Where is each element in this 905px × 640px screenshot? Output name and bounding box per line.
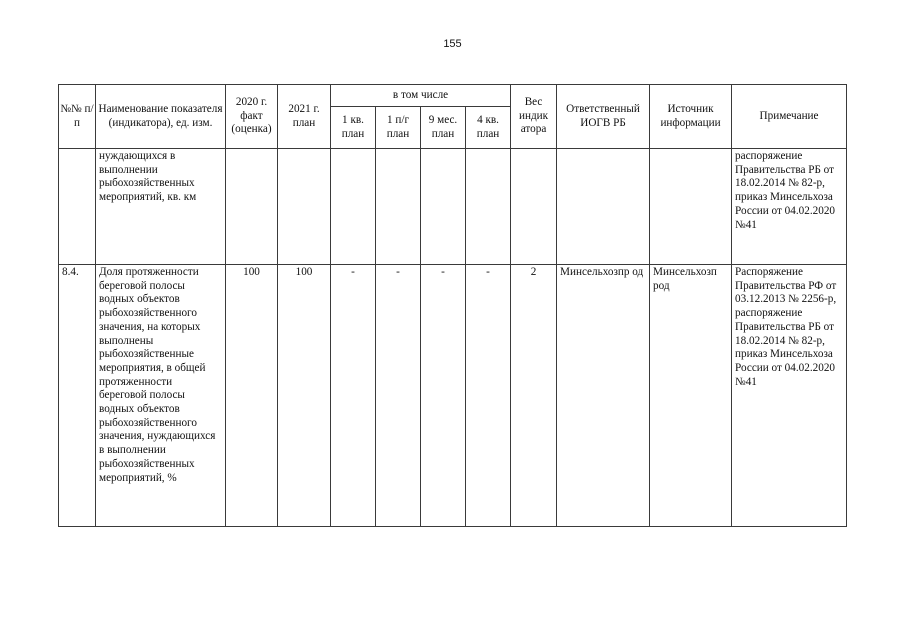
cell-plan-2021: [278, 149, 331, 265]
cell-plan-2021: 100: [278, 265, 331, 527]
cell-q4: -: [466, 265, 511, 527]
header-source: Источник информации: [650, 85, 732, 149]
cell-weight: 2: [511, 265, 557, 527]
header-h1: 1 п/г план: [376, 107, 421, 149]
cell-num: [59, 149, 96, 265]
cell-h1: -: [376, 265, 421, 527]
cell-name: Доля протяженности береговой полосы водных объектов рыбохозяйственного значения, на которых выполнены рыбохозяйственные мероприятия, в общей протяженности береговой полосы водных объектов рыбохозяйственного значения, нуждающихся в выполнении рыбохозяйственных мероприятий, %: [96, 265, 226, 527]
cell-source: [650, 149, 732, 265]
header-responsible: Ответственный ИОГВ РБ: [557, 85, 650, 149]
cell-responsible: [557, 149, 650, 265]
header-plan-2021: 2021 г. план: [278, 85, 331, 149]
cell-9m: [421, 149, 466, 265]
cell-name: нуждающихся в выполнении рыбохозяйственных мероприятий, кв. км: [96, 149, 226, 265]
table-row: [59, 149, 847, 265]
header-9m: 9 мес. план: [421, 107, 466, 149]
cell-fact-2020: 100: [226, 265, 278, 527]
header-including-group: в том числе: [331, 85, 511, 107]
cell-weight: [511, 149, 557, 265]
header-row: [59, 85, 847, 107]
cell-9m: -: [421, 265, 466, 527]
header-weight: Вес индик атора: [511, 85, 557, 149]
header-fact-2020: 2020 г. факт (оценка): [226, 85, 278, 149]
table-row: [59, 265, 847, 527]
page-number: 155: [443, 38, 462, 50]
header-name: Наименование показателя (индикатора), ед. изм.: [96, 85, 226, 149]
header-q4: 4 кв. план: [466, 107, 511, 149]
cell-num: 8.4.: [59, 265, 96, 527]
cell-source: Минсельхозп род: [650, 265, 732, 527]
cell-h1: [376, 149, 421, 265]
cell-note: распоряжение Правительства РБ от 18.02.2014 № 82-р, приказ Минсельхоза России от 04.02.2020 №41: [732, 149, 847, 265]
cell-fact-2020: [226, 149, 278, 265]
indicator-table: [58, 84, 847, 527]
cell-note: Распоряжение Правительства РФ от 03.12.2013 № 2256-р, распоряжение Правительства РБ от 18.02.2014 № 82-р, приказ Минсельхоза России от 04.02.2020 №41: [732, 265, 847, 527]
cell-q1: -: [331, 265, 376, 527]
cell-q1: [331, 149, 376, 265]
header-note: Примечание: [732, 85, 847, 149]
cell-responsible: Минсельхозпр од: [557, 265, 650, 527]
header-q1: 1 кв. план: [331, 107, 376, 149]
header-num: №№ п/п: [59, 85, 96, 149]
cell-q4: [466, 149, 511, 265]
